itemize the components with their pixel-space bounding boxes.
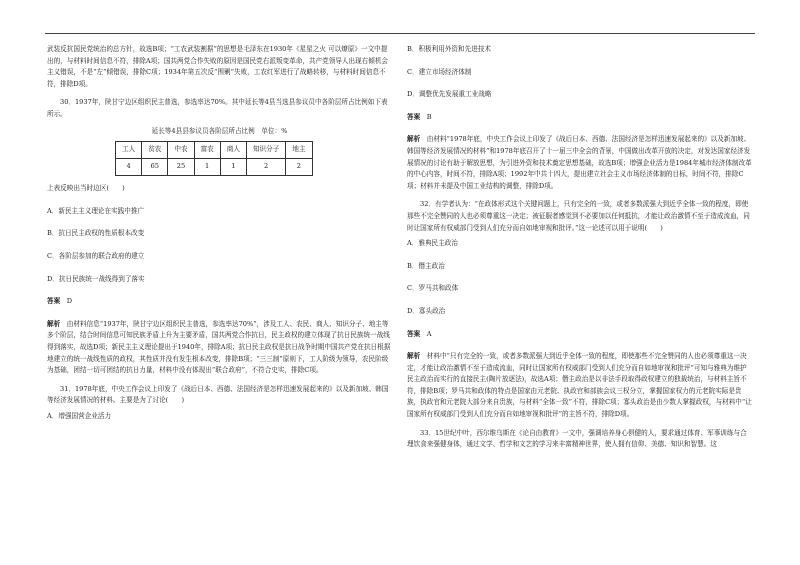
q30-table-caption: 延长等4县县参议员各阶层所占比例 单位：% xyxy=(151,126,288,135)
table-cell: 1 xyxy=(220,159,246,176)
left-column xyxy=(47,44,392,422)
q31-option-b: B．积极利用外资和先进技术 xyxy=(407,45,491,53)
q32-option-c: C．罗马共和政体 xyxy=(407,284,459,293)
q30-stem: 30．1937年，陕甘宁边区组织民主普选，参选率达70%。其中延长等4县当选县参议员中各阶层所占比例如下表所示。 xyxy=(47,98,388,118)
q32-analysis xyxy=(407,351,752,421)
table-header-cell: 工人 xyxy=(116,142,142,159)
table-header-cell: 富农 xyxy=(194,142,220,159)
analysis-label: 解析 xyxy=(407,135,421,144)
q30-option-d: D．抗日民族统一战线得到了落实 xyxy=(47,274,145,283)
table-cell: 25 xyxy=(168,159,194,176)
q31-option-c: C．建立市场经济体制 xyxy=(407,67,472,76)
answer-label: 答案 xyxy=(407,329,421,338)
table-header-cell: 贫农 xyxy=(142,142,168,159)
q31-answer xyxy=(407,112,752,124)
table-cell: 2 xyxy=(246,159,285,176)
q31-option-a: A．增强国营企业活力 xyxy=(47,411,112,420)
q31-option-d: D．调整优先发展重工业战略 xyxy=(407,90,492,99)
q30-option-c: C．各阶层参加的联合政府的建立 xyxy=(47,251,145,260)
analysis-text: 由材料信息“1937年，陕甘宁边区组织民主普选，参选率达70%”，涉及工人、农民、商人、知识分子、地主等多个阶层，结合时间信息可知民族矛盾上升为主要矛盾，国共两党合作抗日，民主政权的建立体现了抗日民族统一战线得到落实，故选D项；新民主主义理论提出于1940年，排除A项；抗日民主政权是抗日战争时期中国共产党在抗日根据地建立的统一战线性质的政权，其性质并没有发生根本改变，排除B项；“三三制”原则下，工人阶级为领导，农民阶级为基础，团结一切可团结的抗日力量，材料中没有体现出“联合政府”，不符合史实，排除C项。 xyxy=(47,319,391,375)
table-cell: 4 xyxy=(116,159,142,176)
table-header-row xyxy=(116,142,313,159)
q30-table xyxy=(115,141,313,176)
table-row xyxy=(116,159,313,176)
table-cell: 2 xyxy=(286,159,312,176)
q32-option-a: A．雅典民主政治 xyxy=(407,239,458,248)
answer-value: A xyxy=(426,329,432,338)
answer-value: B xyxy=(426,112,432,121)
q32-option-d: D．寡头政治 xyxy=(407,306,446,315)
q33-stem: 33．15世纪中叶，西尔维乌斯在《论自由教育》一文中，强调培养身心俱健的人，要求通过体育、军事训练与合理饮食来强健身体，通过文学、哲学和文艺的学习来丰富精神世界，使人拥有信仰、美德、知识和智慧。这 xyxy=(407,428,747,449)
q32-answer xyxy=(407,329,752,341)
q31-analysis xyxy=(407,134,752,192)
analysis-text: 由材料“1978年底，中央工作会议上印发了《战后日本、西德、法国经济是怎样迅速发展起来的》以及新加坡、韩国等经济发展情况的材料”和1978年底召开了十一届三中全会的背景，中国做出改革开放的决定，对发达国家经济发展情况的讨论有助于解放思想，为引进外资和技术奠定思想基础，故选B项；增强企业活力是1984年城市经济体制改革的中心内容，时间不符，排除A项；1992年中共十四大，提出建立社会主义市场经济体制的目标，时间不符，排除C项；材料并未提及中国工业结构的调整，排除D项。 xyxy=(407,135,752,190)
analysis-label: 解析 xyxy=(47,319,61,328)
q30-option-a: A．新民主主义理论在实践中推广 xyxy=(47,206,145,215)
header-rule xyxy=(45,33,755,34)
table-header-cell: 知识分子 xyxy=(246,142,285,159)
table-header-cell: 地主 xyxy=(286,142,312,159)
right-column xyxy=(407,44,752,451)
answer-label: 答案 xyxy=(407,112,421,121)
table-header-cell: 中农 xyxy=(168,142,194,159)
answer-label: 答案 xyxy=(47,297,61,306)
q32-stem: 32．有学者认为：“在政体形式这个关键问题上，只有完全的一致，或者多数派强大到近乎全体一致的程度，即使那些不完全赞同的人也必须尊重这一决定；被征服者感觉到不必要加以任何抵抗，才能让政治激情不至于造成流血，同时让国家所有权威部门受到人们充分而自如地审视和批评。”这一论述可以用于说明( ) xyxy=(407,200,750,232)
table-cell: 65 xyxy=(142,159,168,176)
analysis-label: 解析 xyxy=(407,352,421,361)
table-cell: 1 xyxy=(194,159,220,176)
q29-analysis-continued: 武装反抗国民党统治的总方针，故选B项；“工农武装割据”的思想是毛泽东在1930年《星星之火 可以燎原》一文中提出的，与材料时间信息不符，排除A项；国共两党合作失败的原因是国民党右派叛变革命，共产党领导人出现右倾机会主义错误，不是“左”倾错误，排除C项；1934年第五次反“围剿”失败，工农红军进行了战略转移，与材料时间信息不符，排除D项。 xyxy=(47,45,389,88)
answer-value: D xyxy=(66,297,73,306)
table-header-cell: 商人 xyxy=(220,142,246,159)
q32-option-b: B．僭主政治 xyxy=(407,261,445,270)
q30-option-b: B．抗日民主政权的性质根本改变 xyxy=(47,229,145,238)
q31-stem: 31．1978年底，中央工作会议上印发了《战后日本、西德、法国经济是怎样迅速发展起来的》以及新加坡、韩国等经济发展情况的材料。主要是为了讨论( ) xyxy=(47,384,389,405)
q30-answer xyxy=(47,296,392,308)
analysis-text: 材料中“只有完全的一致，或者多数派强大到近乎全体一致的程度，即使那些不完全赞同的人也必须尊重这一决定，才能让政治激情不至于造成流血，同时让国家所有权威部门受到人们充分而自如地审视和批评”可知与雅典为维护民主政治而实行的直接民主(陶片放逐法)，故选A项；僭主政治是以非法手段取得政权建立的独裁统治，与材料主旨不符，排除B项；罗马共和政体的特点是国家由元老院、执政官和部族会议三权分立，掌握国家权力的元老院实际是贵族，执政官和元老院大部分来自贵族，与材料“全体一致”不符，排除C项；寡头政治是由少数人掌握政权，与材料中“让国家所有权威部门受到人们充分而自如地审视和批评”的主旨不符，排除D项。 xyxy=(407,352,752,419)
q30-analysis xyxy=(47,319,392,377)
q30-prompt: 上表反映出当时边区( ) xyxy=(47,184,125,193)
